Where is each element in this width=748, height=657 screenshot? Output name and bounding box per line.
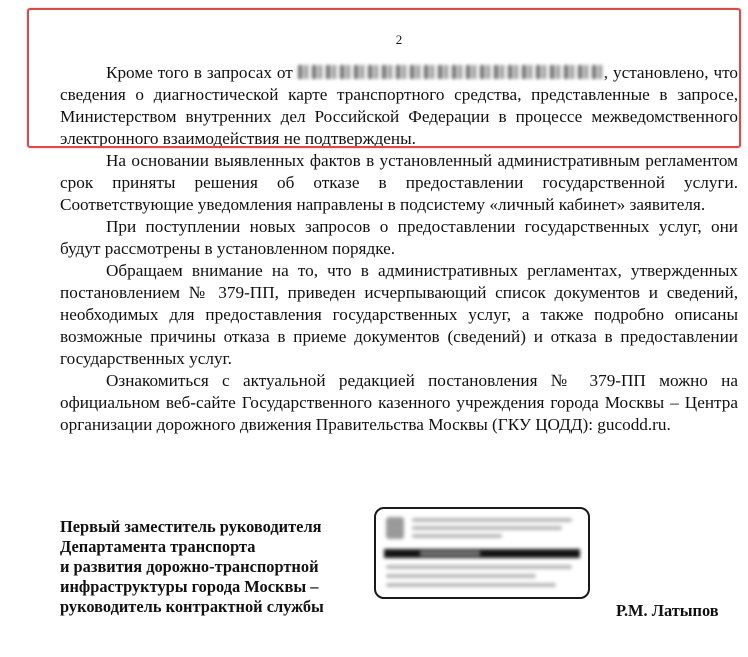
- paragraph-1-rest: , установлено, что сведения о диагностической карте транспортного средства, представленные в запросе, Министерством внутренних дел Российской Федерации в процессе межведомственного электронного взаимодействия не подтверждены.: [60, 63, 738, 148]
- stamp-blurred-content: [376, 509, 588, 597]
- highlight-annotation-box: [27, 8, 741, 148]
- electronic-signature-stamp: [374, 507, 590, 599]
- signer-title-line: Первый заместитель руководителя: [60, 517, 322, 536]
- coat-of-arms-icon: [386, 517, 404, 539]
- signer-name: Р.М. Латыпов: [616, 601, 719, 620]
- signer-title: [60, 517, 324, 617]
- signer-title-line: Департамента транспорта: [60, 537, 256, 556]
- signer-title-line: инфраструктуры города Москвы –: [60, 577, 319, 596]
- paragraph-refusal-decision: На основании выявленных фактов в установленный административным регламентом срок приняты решения об отказе в предоставлении государственной услуги. Соответствующие уведомления направлены в подсистему «личный кабинет» заявителя.: [60, 151, 738, 214]
- page-number: 2: [395, 32, 403, 47]
- paragraph-regulations-note: Обращаем внимание на то, что в административных регламентах, утвержденных постановлением № 379-ПП, приведен исчерпывающий список документов и сведений, необходимых для предоставления государственных услуг, а также подробно описаны возможные причины отказа в приеме документов (сведений) и отказа в предоставлении государственных услуг.: [60, 261, 738, 368]
- paragraph-new-requests: При поступлении новых запросов о предоставлении государственных услуг, они будут рассмотрены в установленном порядке.: [60, 217, 738, 258]
- signer-title-line: руководитель контрактной службы: [60, 597, 324, 616]
- paragraph-website-reference: Ознакомиться с актуальной редакцией постановления № 379-ПП можно на официальном веб-сайте Государственного казенного учреждения города Москвы – Центра организации дорожного движения Правительства Москвы (ГКУ ЦОДД): gucodd.ru.: [60, 371, 738, 434]
- paragraph-1-lead: Кроме того в запросах от: [106, 63, 298, 82]
- signer-title-line: и развития дорожно-транспортной: [60, 557, 319, 576]
- stamp-header-bar: [384, 549, 580, 558]
